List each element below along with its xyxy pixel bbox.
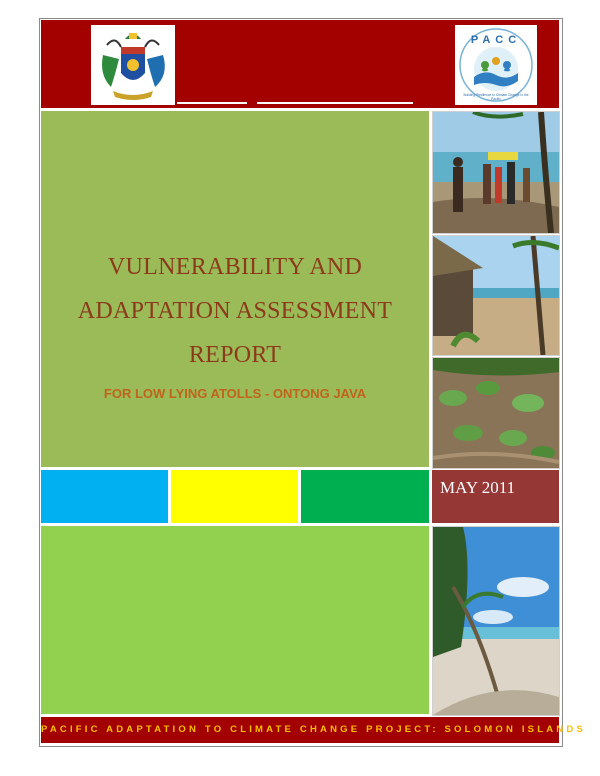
- pacc-logo-text: PACC: [470, 34, 522, 46]
- report-subtitle: FOR LOW LYING ATOLLS - ONTONG JAVA: [103, 386, 367, 401]
- header-rule-left: [177, 102, 247, 104]
- photo-crop-field: [432, 357, 560, 469]
- footer-band: [41, 717, 586, 743]
- title-line-2: ADAPTATION ASSESSMENT: [77, 298, 393, 324]
- title-panel: [41, 111, 429, 467]
- lower-panel: [41, 526, 429, 714]
- coat-of-arms-icon: [91, 25, 175, 105]
- title-line-3: REPORT: [188, 342, 282, 368]
- header-band: [41, 20, 559, 108]
- date-box: [432, 470, 559, 523]
- pacc-logo-tagline: Building Resilience to Climate Change in the Pacific: [463, 93, 529, 101]
- color-block-yellow: [171, 470, 298, 523]
- shoreline-palms-photo-icon: [433, 527, 559, 715]
- pacc-logo: [455, 25, 537, 105]
- photo-people-beach: [432, 111, 560, 234]
- crop-field-photo-icon: [433, 358, 559, 468]
- title-line-1: VULNERABILITY AND: [107, 254, 363, 280]
- coat-of-arms-logo: [91, 25, 175, 105]
- beach-hut-photo-icon: [433, 236, 559, 355]
- header-rule-right: [257, 102, 413, 104]
- color-block-blue: [41, 470, 168, 523]
- footer-project-name: PACIFIC ADAPTATION TO CLIMATE CHANGE PROJECT: SOLOMON ISLANDS: [41, 724, 586, 735]
- color-block-green: [301, 470, 429, 523]
- people-on-beach-photo-icon: [433, 112, 559, 233]
- report-date: MAY 2011: [440, 478, 516, 497]
- photo-shoreline-palms: [432, 526, 560, 716]
- photo-beach-hut: [432, 235, 560, 356]
